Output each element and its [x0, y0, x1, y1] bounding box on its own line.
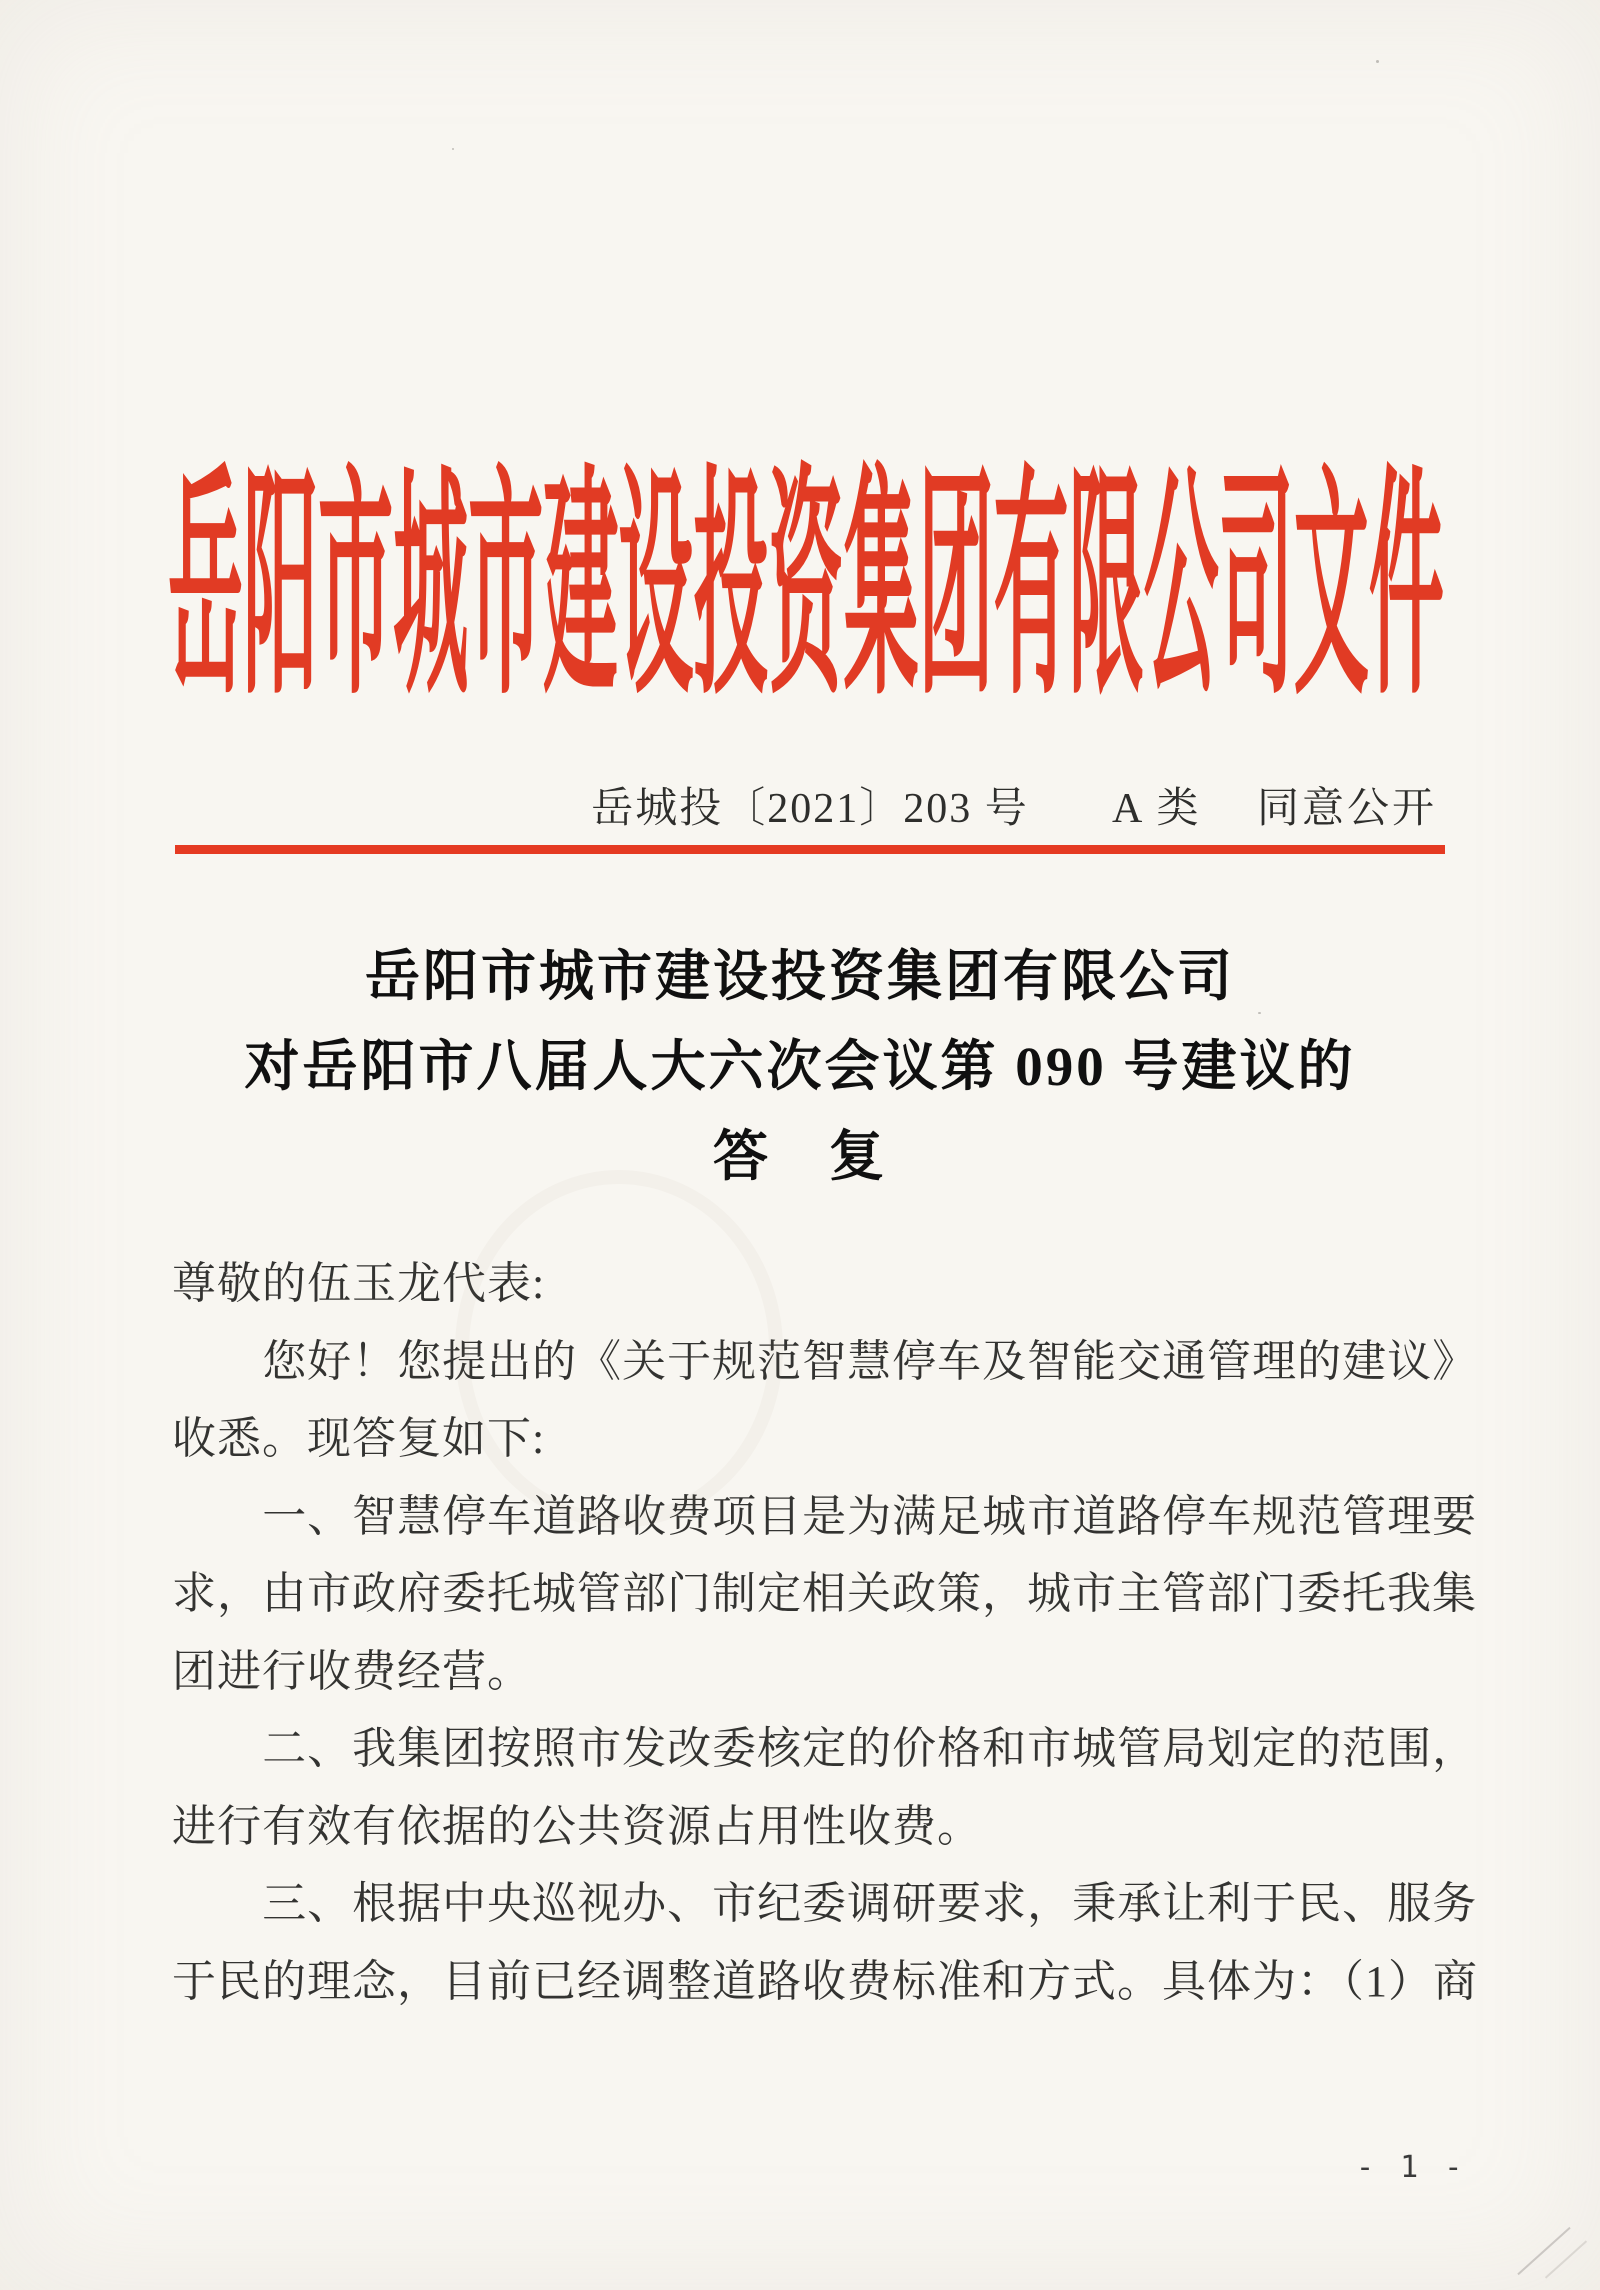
page-number: - 1 - — [1356, 2150, 1467, 2185]
document-title-line-1: 岳阳市城市建设投资集团有限公司 — [364, 946, 1235, 1007]
document-meta-row — [175, 775, 1445, 837]
body-line: 求，由市政府委托城管部门制定相关政策，城市主管部门委托我集 — [172, 1569, 1477, 1618]
body-line: 三、根据中央巡视办、市纪委调研要求，秉承让利于民、服务 — [262, 1879, 1478, 1928]
body-line: 您好！您提出的《关于规范智慧停车及智能交通管理的建议》 — [262, 1336, 1478, 1386]
document-number: 岳城投〔2021〕203 号 — [591, 786, 1029, 832]
scan-smudge — [455, 1170, 783, 1528]
publicity-label: 同意公开 — [1256, 786, 1437, 832]
red-divider — [175, 845, 1445, 854]
scan-speck — [1258, 1012, 1261, 1014]
body-line: 团进行收费经营。 — [172, 1646, 532, 1696]
document-title-line-3: 答 复 — [712, 1126, 887, 1187]
body-line: 一、智慧停车道路收费项目是为满足城市道路停车规范管理要 — [262, 1491, 1478, 1541]
classification-block — [1112, 775, 1437, 835]
letterhead-title: 岳阳市城市建设投资集团有限公司文件 — [168, 451, 1444, 724]
document-title-line-2: 对岳阳市八届人大六次会议第 090 号建议的 — [244, 1036, 1356, 1097]
body-line: 二、我集团按照市发改委核定的价格和市城管局划定的范围， — [262, 1724, 1478, 1773]
body-line: 于民的理念，目前已经调整道路收费标准和方式。具体为：（1）商 — [172, 1956, 1478, 2006]
document-title — [0, 932, 1600, 1202]
document-body — [172, 1245, 1478, 2020]
scan-speck — [1376, 60, 1379, 63]
pencil-mark — [1495, 2210, 1600, 2290]
body-line: 收悉。现答复如下: — [172, 1414, 546, 1463]
body-line: 进行有效有依据的公共资源占用性收费。 — [172, 1801, 982, 1851]
scan-speck — [452, 148, 454, 150]
salutation: 尊敬的伍玉龙代表: — [172, 1259, 546, 1308]
classification-label: A 类 — [1111, 786, 1202, 832]
